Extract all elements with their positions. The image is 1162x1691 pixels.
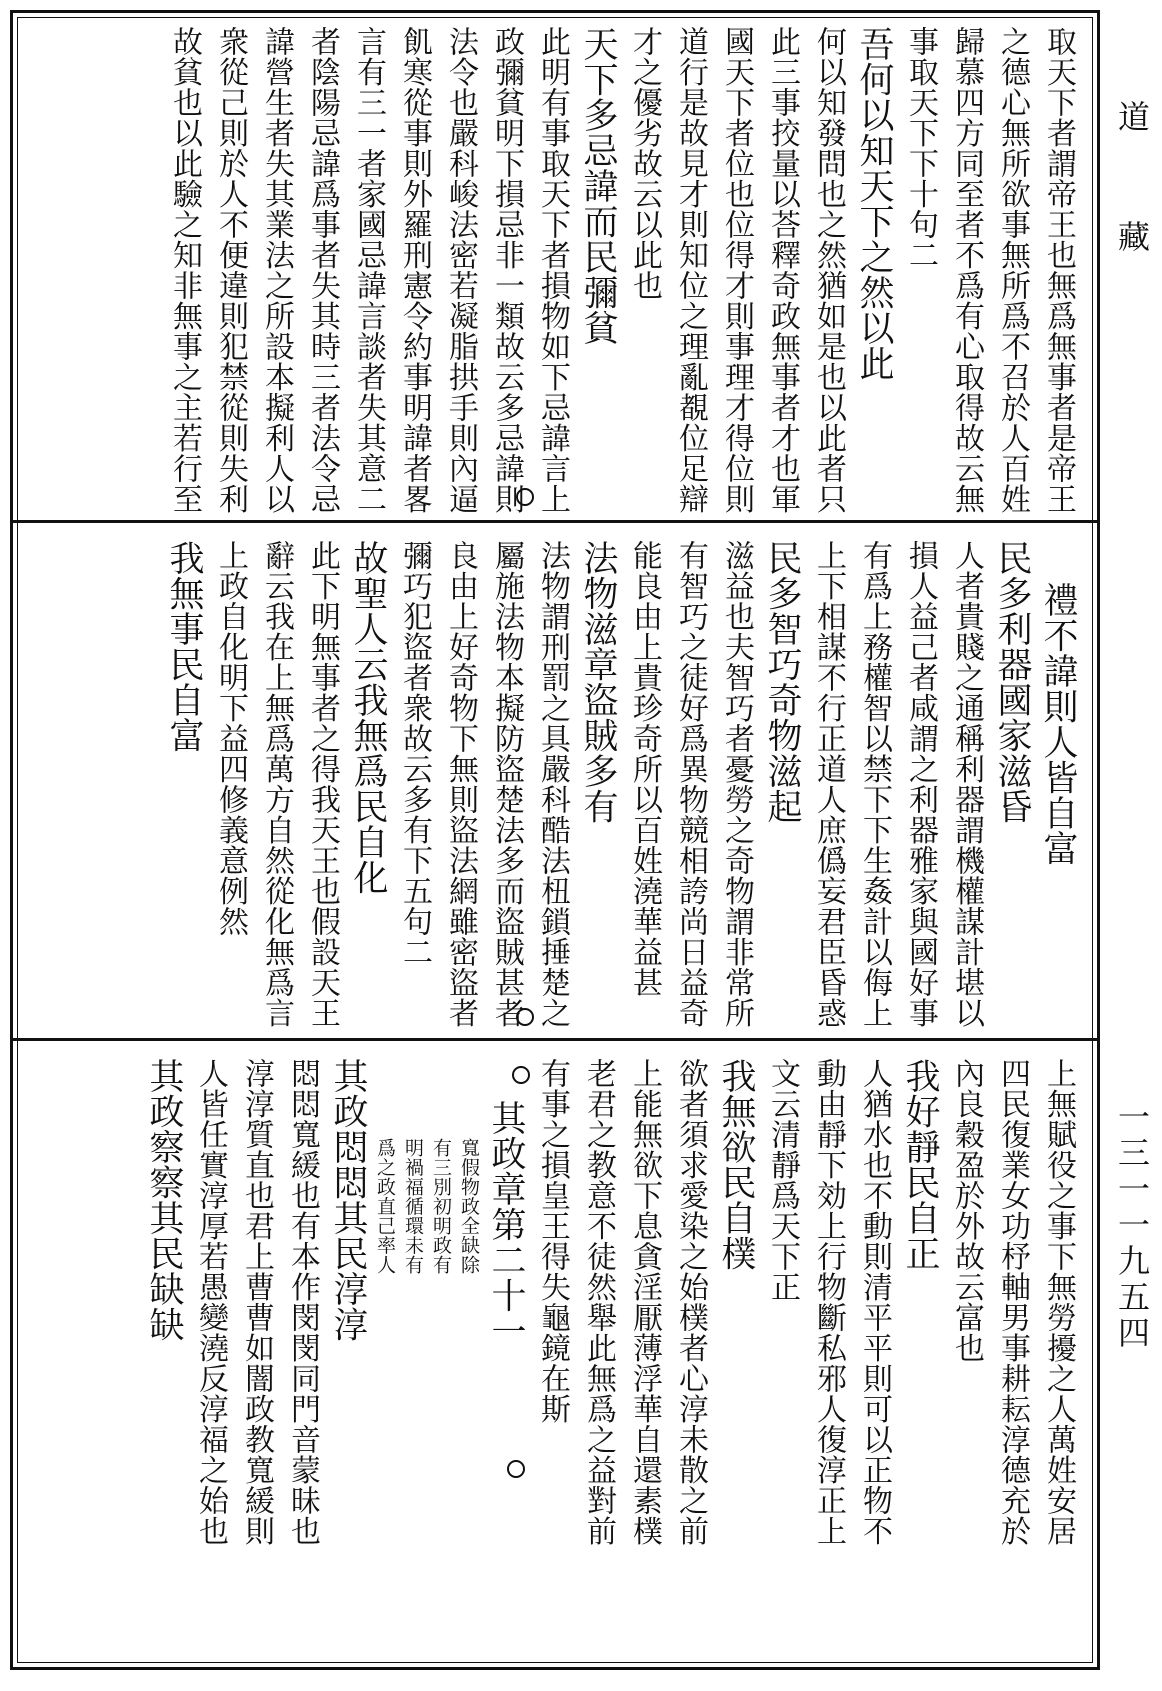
commentary-column: 人猶水也不動則清平平則可以正物不: [857, 1058, 892, 1546]
commentary-column: 彌巧犯盜者衆故云多有下五句二: [397, 540, 432, 967]
scripture-column: 我好靜民自正: [900, 1058, 940, 1271]
commentary-column: 衆從己則於人不便違則犯禁從則失利: [213, 26, 248, 514]
panel-divider-2: [10, 1038, 1100, 1041]
commentary-column: 此三事挍量以荅釋奇政無事者才也軍: [765, 26, 800, 514]
commentary-column: 寬假物政全缺除: [458, 1138, 480, 1275]
commentary-column: 四民復業女功杼軸男事耕耘淳德充於: [995, 1058, 1030, 1546]
commentary-column: 有三別初明政有: [430, 1138, 452, 1275]
commentary-column: 辭云我在上無爲萬方自然從化無爲言: [259, 540, 294, 1028]
commentary-column: 上政自化明下益四修義意例然: [213, 540, 248, 937]
scripture-column: 天下多忌諱而民彌貧: [578, 26, 618, 346]
scripture-column: 民多利器國家滋昏: [992, 540, 1032, 824]
commentary-column: 動由靜下効上行物斷私邪人復淳正上: [811, 1058, 846, 1546]
commentary-column: 事取天下下十句二: [903, 26, 938, 270]
commentary-column: 人者貴賤之通稱利器謂機權謀計堪以: [949, 540, 984, 1028]
commentary-column: 上能無欲下息貪淫厭薄浮華自還素樸: [627, 1058, 662, 1546]
commentary-column: 文云清靜爲天下正: [765, 1058, 800, 1302]
section-mark-circle: [516, 488, 534, 506]
page-number: 一三一一九五四: [1113, 1100, 1151, 1352]
scripture-column: 我無事民自富: [164, 540, 204, 753]
commentary-column: 法物謂刑罰之具嚴科酷法杻鎖捶楚之: [535, 540, 570, 1028]
scripture-column: 我無欲民自樸: [716, 1058, 756, 1271]
commentary-column: 有爲上務權智以禁下下生姦計以侮上: [857, 540, 892, 1028]
commentary-column: 欲者須求愛染之始樸者心淳未散之前: [673, 1058, 708, 1546]
scripture-column: 其政悶悶其民淳淳: [328, 1058, 368, 1342]
commentary-column: 人皆任實淳厚若愚變澆反淳福之始也: [193, 1058, 228, 1546]
commentary-column: 屬施法物本擬防盜楚法多而盜賊甚者: [489, 540, 524, 1028]
commentary-column: 良由上好奇物下無則盜法網雖密盜者: [443, 540, 478, 1028]
commentary-column: 明禍福循環未有: [402, 1138, 424, 1275]
text-panel-middle: [30, 540, 1080, 1030]
commentary-column: 法令也嚴科峻法密若凝脂拱手則內逼: [443, 26, 478, 514]
panel-divider-1: [10, 520, 1100, 523]
commentary-column: 之德心無所欲事無所爲不召於人百姓: [995, 26, 1030, 514]
commentary-column: 者陰陽忌諱爲事者失其時三者法令忌: [305, 26, 340, 514]
commentary-column: 悶悶寬緩也有本作閔閔同門音蒙昧也: [285, 1058, 320, 1546]
scripture-column: 法物滋章盜賊多有: [578, 540, 618, 824]
commentary-column: 歸慕四方同至者不爲有心取得故云無: [949, 26, 984, 514]
commentary-column: 國天下者位也位得才則事理才得位則: [719, 26, 754, 514]
commentary-column: 上無賦役之事下無勞擾之人萬姓安居: [1041, 1058, 1076, 1546]
commentary-column: 政彌貧明下損忌非一類故云多忌諱則: [489, 26, 524, 514]
commentary-column: 才之優劣故云以此也: [627, 26, 662, 301]
commentary-column: 言有三一者家國忌諱言談者失其意二: [351, 26, 386, 514]
commentary-column: 飢寒從事則外羅刑憲令約事明諱者畧: [397, 26, 432, 514]
commentary-column: 諱營生者失其業法之所設本擬利人以: [259, 26, 294, 514]
scripture-column: 禮不諱則人皆自富: [1038, 582, 1078, 866]
commentary-column: 何以知發問也之然猶如是也以此者只: [811, 26, 846, 514]
commentary-column: 老君之教意不徒然舉此無爲之益對前: [581, 1058, 616, 1546]
scripture-column: 吾何以知天下之然以此: [854, 26, 894, 381]
commentary-column: 故貧也以此驗之知非無事之主若行至: [167, 26, 202, 514]
commentary-column: 滋益也夫智巧者憂勞之奇物謂非常所: [719, 540, 754, 1028]
commentary-column: 取天下者謂帝王也無爲無事者是帝王: [1041, 26, 1076, 514]
commentary-column: 有智巧之徒好爲異物競相誇尚日益奇: [673, 540, 708, 1028]
commentary-column: 上下相謀不行正道人庶僞妄君臣昏惑: [811, 540, 846, 1028]
section-mark-circle: [512, 1066, 530, 1084]
commentary-column: 此明有事取天下者損物如下忌諱言上: [535, 26, 570, 514]
margin-title: 道藏: [1113, 100, 1151, 340]
section-mark-circle: [507, 1460, 525, 1478]
commentary-column: 爲之政直己率人: [374, 1138, 396, 1275]
commentary-column: 淳淳質直也君上曹曹如闇政教寬緩則: [239, 1058, 274, 1546]
commentary-column: 道行是故見才則知位之理亂覩位足辯: [673, 26, 708, 514]
commentary-column: 損人益己者咸謂之利器雅家與國好事: [903, 540, 938, 1028]
scripture-column: 民多智巧奇物滋起: [762, 540, 802, 824]
text-panel-top: [30, 26, 1080, 514]
commentary-column: 內良穀盈於外故云富也: [949, 1058, 984, 1363]
scripture-column: 故聖人云我無爲民自化: [348, 540, 388, 895]
scripture-column: 其政章第二十一: [486, 1100, 526, 1349]
commentary-column: 能良由上貴珍奇所以百姓澆華益甚: [627, 540, 662, 998]
text-panel-bottom: [30, 1058, 1080, 1658]
scripture-column: 其政察察其民缺缺: [144, 1058, 184, 1342]
section-mark-circle: [516, 1008, 534, 1026]
commentary-column: 此下明無事者之得我天王也假設天王: [305, 540, 340, 1028]
commentary-column: 有事之損皇王得失龜鏡在斯: [535, 1058, 570, 1424]
